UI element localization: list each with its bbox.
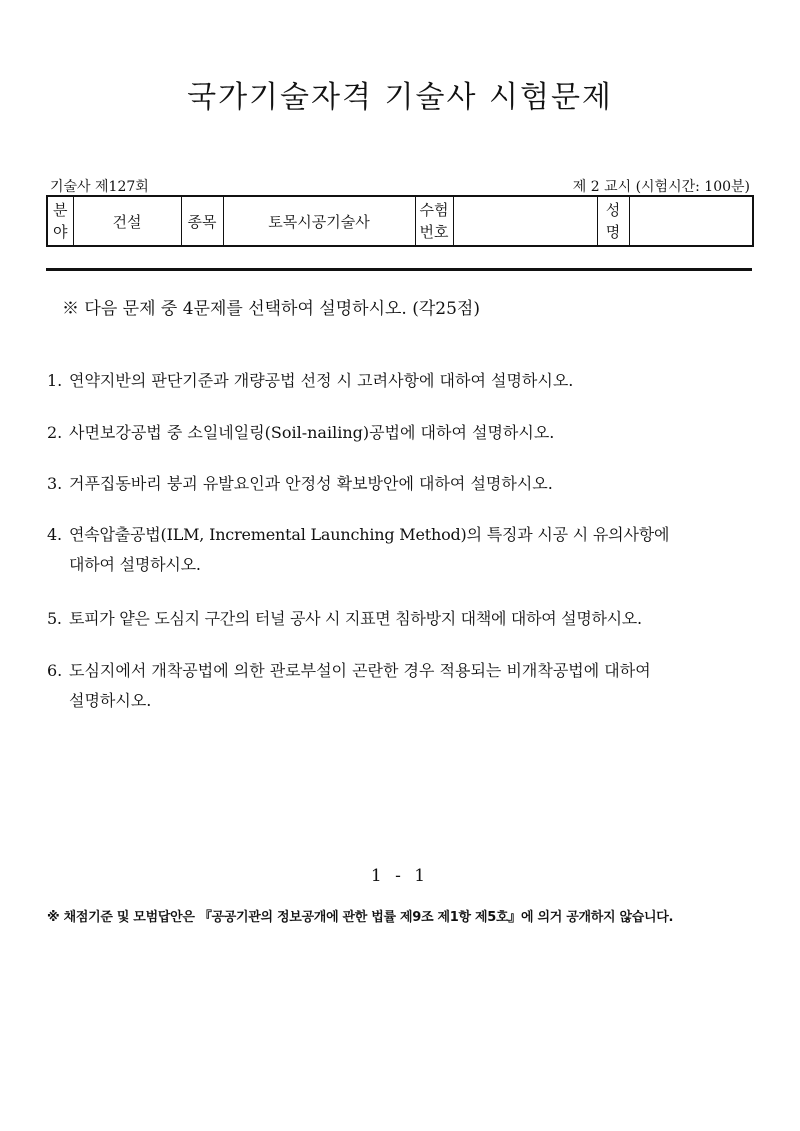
question-item: 5. 토피가 얕은 도심지 구간의 터널 공사 시 지표면 침하방지 대책에 대하여 설명하시오. <box>47 609 642 628</box>
exam-period: 제 2 교시 (시험시간: 100분) <box>572 179 750 195</box>
divider <box>46 268 752 271</box>
page-number: 1 - 1 <box>370 866 430 886</box>
question-item: 3. 거푸집동바리 붕괴 유발요인과 안정성 확보방안에 대하여 설명하시오. <box>47 474 553 493</box>
exam-number-field[interactable] <box>453 196 597 246</box>
name-field[interactable] <box>629 196 753 246</box>
question-item: 1. 연약지반의 판단기준과 개량공법 선정 시 고려사항에 대하여 설명하시오. <box>47 371 574 390</box>
question-item: 2. 사면보강공법 중 소일네일링(Soil-nailing)공법에 대하여 설명하시오. <box>47 423 555 442</box>
info-table <box>46 195 754 247</box>
category-value: 토목시공기술사 <box>223 196 415 246</box>
question-item: 4. 연속압출공법(ILM, Incremental Launching Method)의 특징과 시공 시 유의사항에 대하여 설명하시오. <box>47 525 670 574</box>
page-title: 국가기술자격 기술사 시험문제 <box>187 80 613 115</box>
instruction: ※ 다음 문제 중 4문제를 선택하여 설명하시오. (각25점) <box>62 299 480 319</box>
name-label: 성 명 <box>597 196 629 246</box>
exam-round: 기술사 제127회 <box>50 179 149 195</box>
field-label: 분 야 <box>47 196 73 246</box>
field-value: 건설 <box>73 196 181 246</box>
question-item: 6. 도심지에서 개착공법에 의한 관로부설이 곤란한 경우 적용되는 비개착공법에 대하여 설명하시오. <box>47 661 651 710</box>
exam-number-label: 수험 번호 <box>415 196 453 246</box>
footer-notice: ※ 채점기준 및 모범답안은 『공공기관의 정보공개에 관한 법률 제9조 제1항 제5호』에 의거 공개하지 않습니다. <box>47 910 674 925</box>
category-label: 종목 <box>181 196 223 246</box>
